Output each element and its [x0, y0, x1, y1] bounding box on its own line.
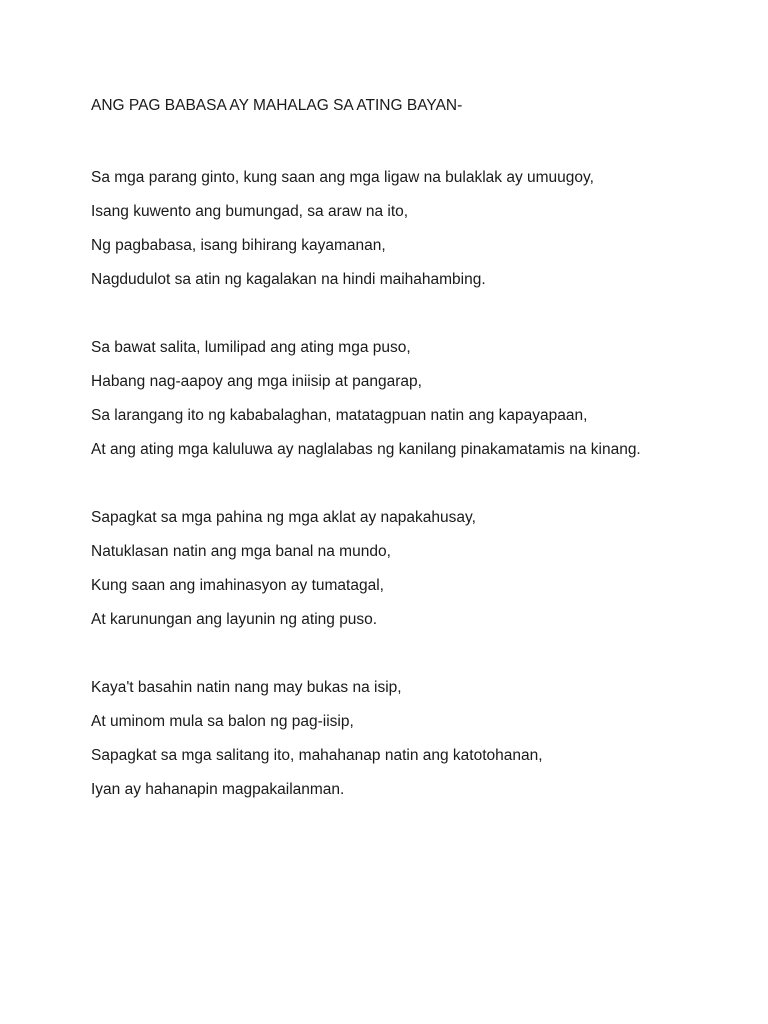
- stanza-2: [91, 331, 751, 467]
- poem-line: Sa bawat salita, lumilipad ang ating mga puso,: [91, 339, 411, 356]
- poem-line: Iyan ay hahanapin magpakailanman.: [91, 781, 345, 798]
- poem-line: Ng pagbabasa, isang bihirang kayamanan,: [91, 237, 386, 254]
- poem-line: At karunungan ang layunin ng ating puso.: [91, 611, 378, 628]
- poem-line: Isang kuwento ang bumungad, sa araw na ito,: [91, 203, 409, 220]
- poem-line: Sapagkat sa mga salitang ito, mahahanap natin ang katotohanan,: [91, 747, 543, 764]
- poem-line: Kung saan ang imahinasyon ay tumatagal,: [91, 577, 384, 594]
- stanza-4: [91, 671, 751, 807]
- poem-line: At ang ating mga kaluluwa ay naglalabas ng kanilang pinakamatamis na kinang.: [91, 441, 641, 458]
- poem-line: Kaya't basahin natin nang may bukas na isip,: [91, 679, 402, 696]
- poem-line: At uminom mula sa balon ng pag-iisip,: [91, 713, 354, 730]
- poem-line: Sa larangang ito ng kababalaghan, matatagpuan natin ang kapayapaan,: [91, 407, 588, 424]
- poem-line: Sa mga parang ginto, kung saan ang mga ligaw na bulaklak ay umuugoy,: [91, 169, 594, 186]
- document-title: ANG PAG BABASA AY MAHALAG SA ATING BAYAN-: [91, 97, 463, 114]
- poem-line: Nagdudulot sa atin ng kagalakan na hindi maihahambing.: [91, 271, 486, 288]
- document-body: [91, 93, 751, 807]
- poem-line: Natuklasan natin ang mga banal na mundo,: [91, 543, 391, 560]
- stanza-3: [91, 501, 751, 637]
- poem-line: Sapagkat sa mga pahina ng mga aklat ay napakahusay,: [91, 509, 476, 526]
- poem-line: Habang nag-aapoy ang mga iniisip at pangarap,: [91, 373, 422, 390]
- stanza-1: [91, 161, 751, 297]
